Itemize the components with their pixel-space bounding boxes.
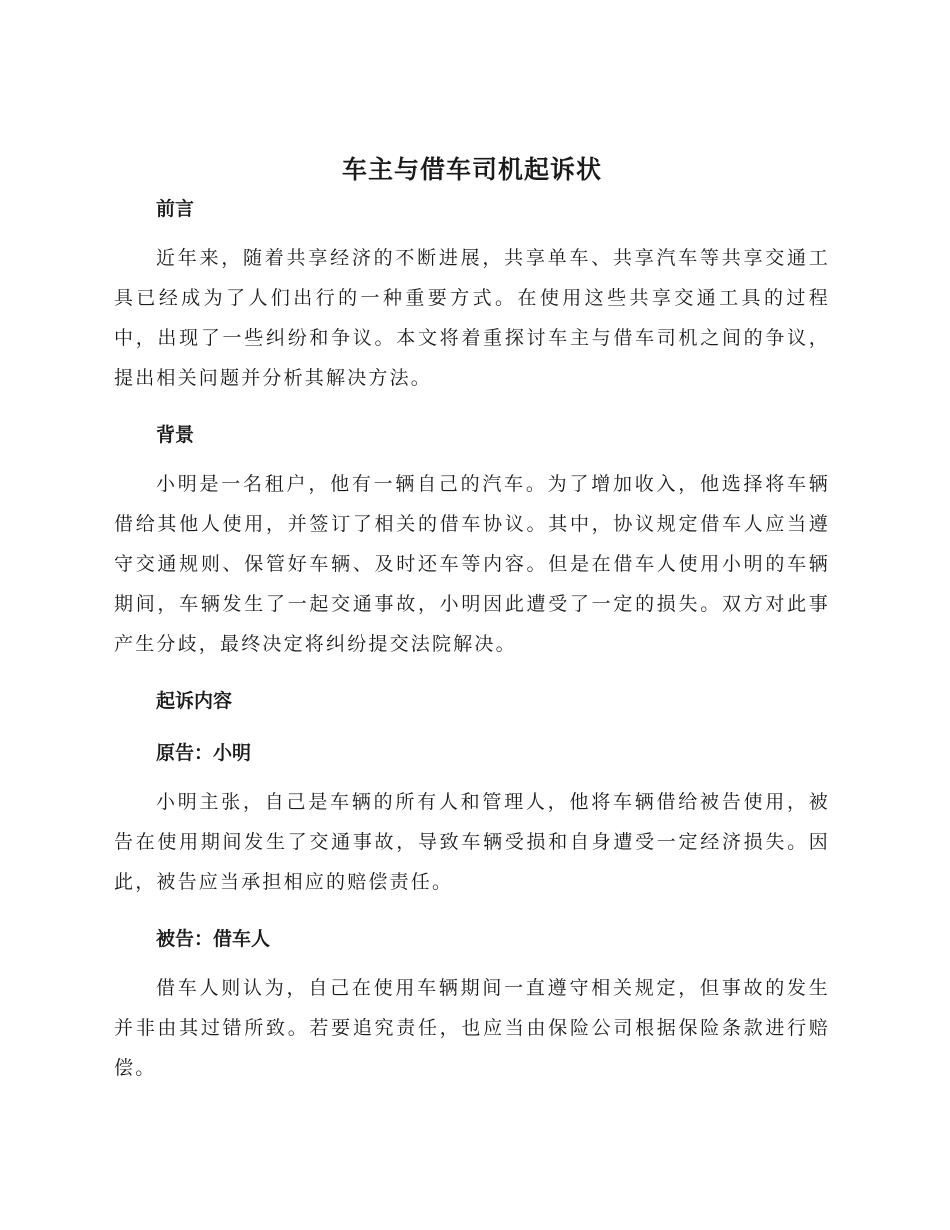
- section-heading-preface: 前言: [156, 198, 195, 220]
- section-heading-defendant: 被告：借车人: [156, 928, 271, 950]
- section-heading-background: 背景: [156, 424, 195, 446]
- section-heading-claim: 起诉内容: [156, 690, 233, 712]
- section-paragraph-plaintiff: 小明主张，自己是车辆的所有人和管理人，他将车辆借给被告使用，被告在使用期间发生了交通事故，导致车辆受损和自身遭受一定经济损失。因此，被告应当承担相应的赔偿责任。: [114, 791, 830, 893]
- document-title: 车主与借车司机起诉状: [341, 155, 602, 184]
- section-paragraph-background: 小明是一名租户，他有一辆自己的汽车。为了增加收入，他选择将车辆借给其他人使用，并签订了相关的借车协议。其中，协议规定借车人应当遵守交通规则、保管好车辆、及时还车等内容。但是在借车人使用小明的车辆期间，车辆发生了一起交通事故，小明因此遭受了一定的损失。双方对此事产生分歧，最终决定将纠纷提交法院解决。: [114, 473, 830, 655]
- section-paragraph-defendant: 借车人则认为，自己在使用车辆期间一直遵守相关规定，但事故的发生并非由其过错所致。若要追究责任，也应当由保险公司根据保险条款进行赔偿。: [114, 977, 830, 1079]
- document-page: [114, 150, 830, 1088]
- section-heading-plaintiff: 原告：小明: [156, 742, 252, 764]
- section-paragraph-preface: 近年来，随着共享经济的不断进展，共享单车、共享汽车等共享交通工具已经成为了人们出行的一种重要方式。在使用这些共享交通工具的过程中，出现了一些纠纷和争议。本文将着重探讨车主与借车司机之间的争议，提出相关问题并分析其解决方法。: [114, 247, 830, 389]
